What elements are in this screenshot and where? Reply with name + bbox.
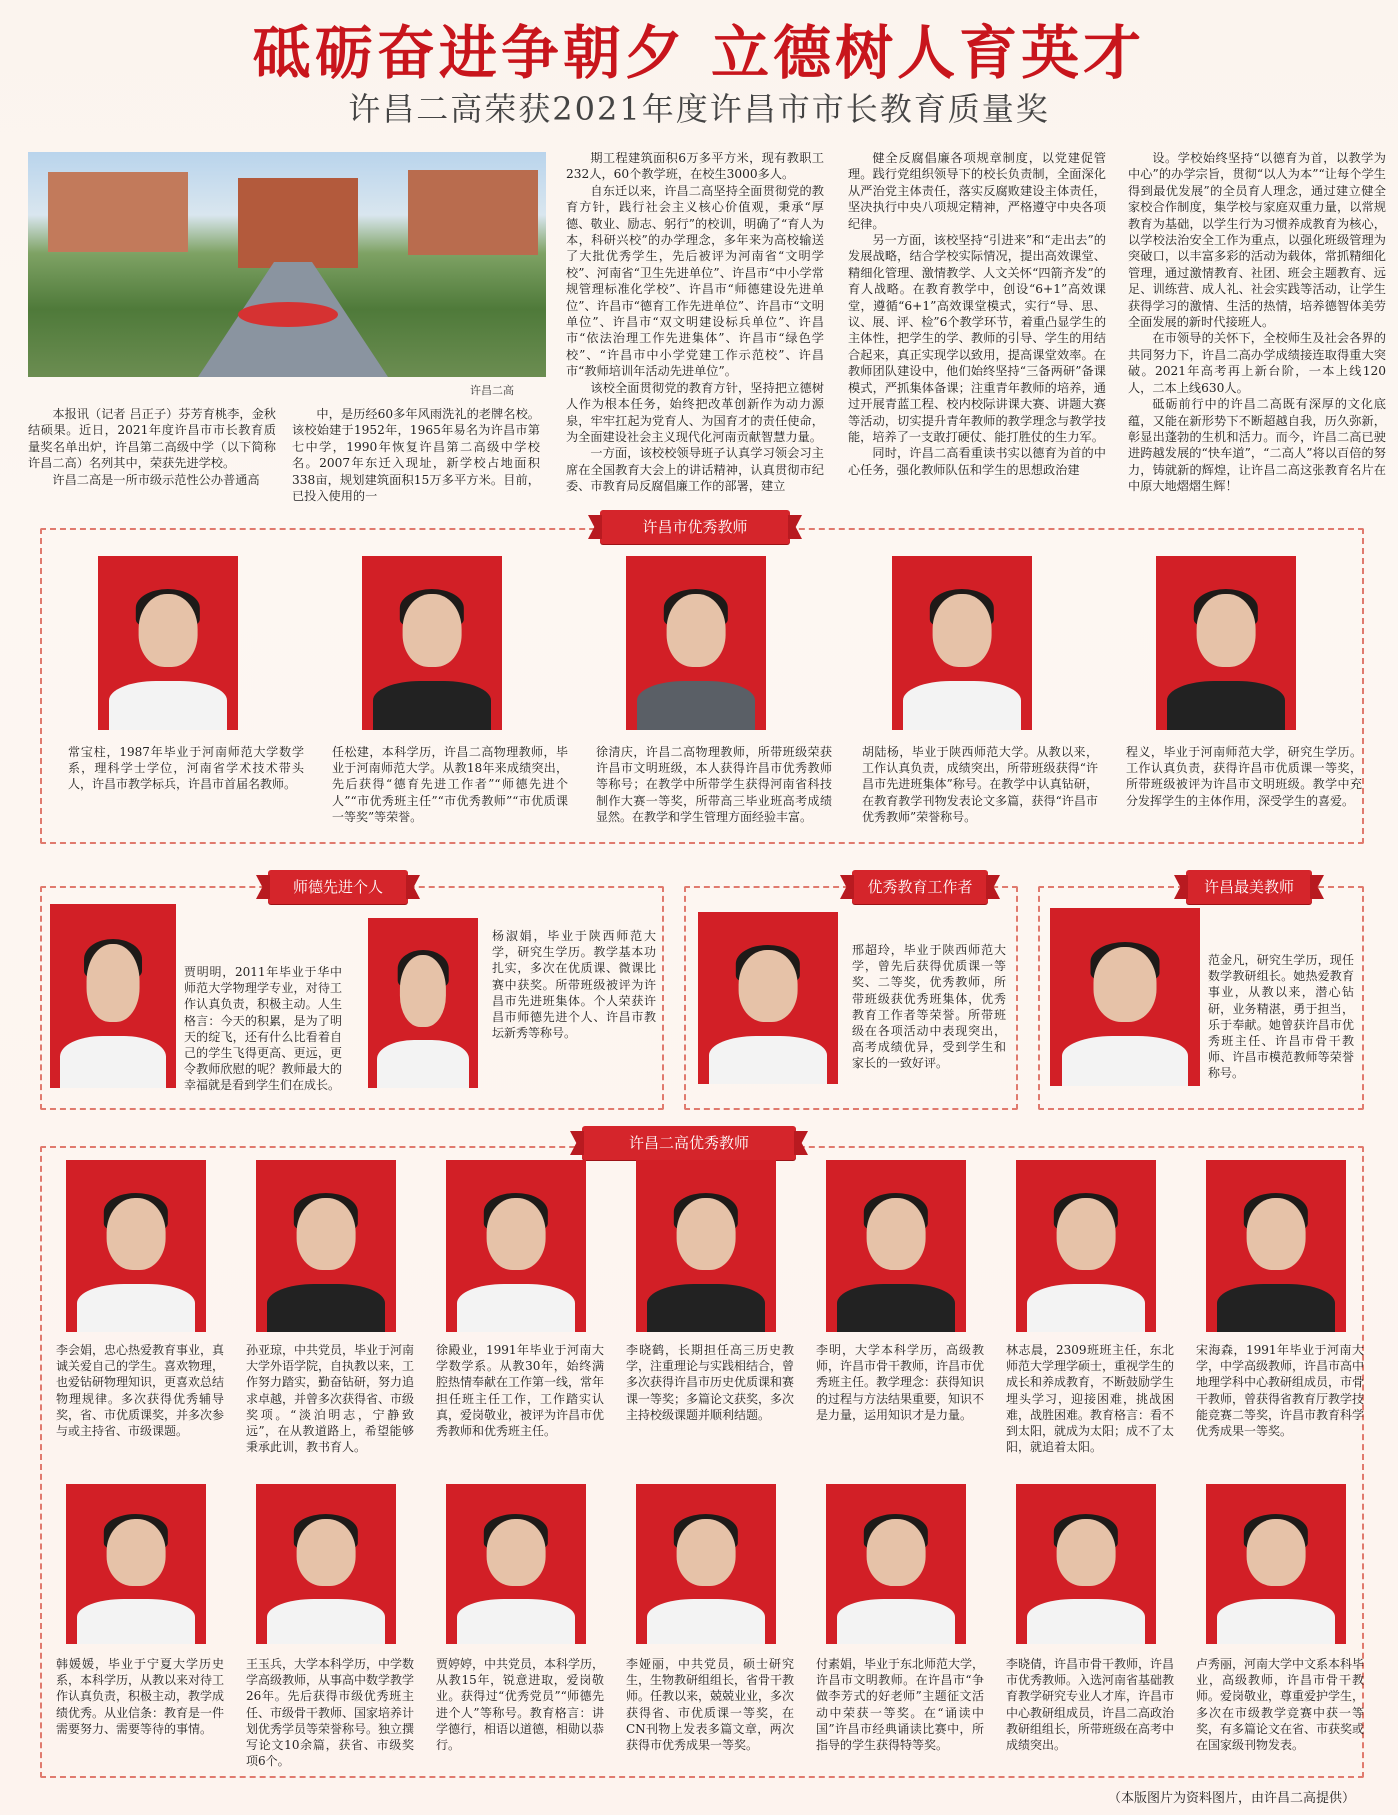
teacher-portrait <box>1156 556 1296 730</box>
teacher-bio: 李晓倩，许昌市骨干教师，许昌市优秀教师。入选河南省基础教育教学研究专业人才库，许昌市中心教研组成员，许昌二高政治教研组组长，所带班级在高考中成绩突出。 <box>1006 1657 1175 1753</box>
teacher-bio: 李明，大学本科学历，高级教师，许昌市骨干教师，许昌市优秀班主任。教学理念：获得知识的过程与方法结果重要，知识不是力量，运用知识才是力量。 <box>816 1343 985 1422</box>
teacher-bio: 徐清庆，许昌二高物理教师，所带班级荣获许昌市文明班级，本人获得许昌市优秀教师等称号；在教学中所带学生获得河南省科技制作大赛一等奖，所带高三毕业班高考成绩显然。在教学和学生管理方面经验丰富。 <box>596 745 832 824</box>
teacher-portrait <box>1050 908 1200 1086</box>
photo-credit: （本版图片为资料图片，由许昌二高提供） <box>1108 1791 1356 1806</box>
article-col-4: 健全反腐倡廉各项规章制度，以党建促管理。践行党组织领导下的校长负责制，全面深化从严治党主体责任，落实反腐败建设主体责任，坚决执行中央八项规定精神，严格遵守中央各项纪律。 另一方面，该校坚持“引进来”和“走出去”的发展战略，结合学校实际情况，提出高效课堂、精细化管理、激情教学、人文关怀“四箭齐发”的育人战略。在教育教学中，创设“6+1”高效课堂，遵循“6+1”高效课堂模式，实行“导、思、议、展、评、检”6个教学环节，着重凸显学生的主体性，把学生的学、教师的引导、学生的用结合起来，真正实现学以致用，提高课堂效率。在教师团队建设中，他们始终坚持“三备两研”备课模式，严抓集体备课；注重青年教师的培养，通过开展青蓝工程、校内校际讲课大赛、讲题大赛等活动，切实提升青年教师的教学理念与教学技能，培养了一支敢打硬仗、能打胜仗的生力军。 同时，许昌二高看重读书实以德育为首的中心任务，强化教师队伍和学生的思想政治建 <box>848 151 1106 477</box>
teacher-bio: 付素娟，毕业于东北师范大学，许昌市文明教师。在许昌市“争做李芳式的好老师”主题征文活动中荣获一等奖。在“诵读中国”许昌市经典诵读比赛中，所指导的学生获得特等奖。 <box>816 1657 985 1753</box>
teacher-bio: 李晓鹤，长期担任高三历史教学，注重理论与实践相结合，曾多次获得许昌市历史优质课和赛课一等奖；多篇论文获奖，多次主持校级课题并顺利结题。 <box>626 1343 795 1422</box>
section-title-school-excellent: 许昌二高优秀教师 <box>582 1126 796 1160</box>
teacher-bio: 程义，毕业于河南师范大学，研究生学历。工作认真负责，获得许昌市优质课一等奖，所带班级被评为许昌市文明班级。教学中充分发挥学生的主体作用，深受学生的喜爱。 <box>1126 745 1362 808</box>
teacher-bio: 胡陆杨，毕业于陕西师范大学。从教以来，工作认真负责，成绩突出，所带班级获得“许昌市先进班集体”称号。在教学中认真钻研，在教育教学刊物发表论文多篇，获得“许昌市优秀教师”荣誉称号。 <box>862 745 1098 824</box>
photo-caption: 许昌二高 <box>470 384 514 397</box>
section-title-excellent-worker: 优秀教育工作者 <box>852 870 988 904</box>
teacher-portrait <box>698 912 838 1084</box>
teacher-bio: 卢秀丽，河南大学中文系本科毕业，高级教师，许昌市骨干教师。爱岗敬业，尊重爱护学生，多次在市级教学竞赛中获一等奖，有多篇论文在省、市获奖或在国家级刊物发表。 <box>1196 1657 1365 1753</box>
teacher-portrait <box>66 1160 206 1332</box>
teacher-portrait <box>446 1160 586 1332</box>
teacher-bio: 徐殿业，1991年毕业于河南大学数学系。从教30年，始终满腔热情奉献在工作第一线，常年担任班主任工作，工作踏实认真，爱岗敬业，被评为许昌市优秀教师和优秀班主任。 <box>436 1343 605 1439</box>
article-col-2: 中，是历经60多年风雨洗礼的老牌名校。该校始建于1952年，1965年易名为许昌市第七中学，1990年恢复许昌第二高级中学校名。2007年东迁入现址，新学校占地面积338亩，规划建筑面积15万多平方米。目前，已投入使用的一 <box>292 407 540 504</box>
teacher-portrait <box>636 1160 776 1332</box>
section-title-city-excellent: 许昌市优秀教师 <box>600 510 790 544</box>
headline: 砥砺奋进争朝夕 立德树人育英才 <box>252 19 1146 87</box>
teacher-portrait <box>1016 1484 1156 1644</box>
teacher-portrait <box>446 1484 586 1644</box>
teacher-bio: 宋海森，1991年毕业于河南大学，中学高级教师，许昌市高中地理学科中心教研组成员，市骨干教师，曾获得省教育厅教学技能竞赛二等奖，许昌市教育科学优秀成果一等奖。 <box>1196 1343 1365 1439</box>
teacher-bio: 杨淑娟，毕业于陕西师范大学，研究生学历。教学基本功扎实，多次在优质课、微课比赛中获奖。所带班级被评为许昌市先进班集体。个人荣获许昌市师德先进个人、许昌市教坛新秀等称号。 <box>492 929 656 1041</box>
school-photo <box>28 152 546 377</box>
teacher-bio: 王玉兵，大学本科学历，中学数学高级教师，从事高中数学教学26年。先后获得市级优秀班主任、市级骨干教师、国家培养计划优秀学员等荣誉称号。独立撰写论文10余篇，获省、市级奖项6个。 <box>246 1657 415 1769</box>
teacher-portrait <box>256 1160 396 1332</box>
teacher-portrait <box>368 918 478 1088</box>
teacher-bio: 李会娟，忠心热爱教育事业，真诚关爱自己的学生。喜欢物理，也爱钻研物理知识，更喜欢总结物理规律。多次获得优秀辅导奖，省、市优质课奖，并多次参与或主持省、市级课题。 <box>56 1343 225 1439</box>
teacher-bio: 任松建，本科学历，许昌二高物理教师，毕业于河南师范大学。从教18年来成绩突出，先后获得“德育先进工作者”“师德先进个人”“市优秀班主任”“市优秀教师”“市优质课一等奖”等荣誉。 <box>332 745 568 824</box>
teacher-portrait <box>636 1484 776 1644</box>
subheadline: 许昌二高荣获2021年度许昌市市长教育质量奖 <box>348 90 1050 128</box>
teacher-bio: 邢超玲，毕业于陕西师范大学，曾先后获得优质课一等奖、二等奖，优秀教师，所带班级获优秀班集体，优秀教育工作者等荣誉。所带班级在各项活动中表现突出，高考成绩优异，受到学生和家长的一致好评。 <box>852 943 1006 1071</box>
teacher-portrait <box>98 556 238 730</box>
article-col-3: 期工程建筑面积6万多平方米，现有教职工232人，60个教学班，在校生3000多人。 自东迁以来，许昌二高坚持全面贯彻党的教育方针，践行社会主义核心价值观，秉承“厚德、敬业、励志、躬行”的校训，明确了“育人为本，科研兴校”的办学理念，多年来为高校输送了大批优秀学生，先后被评为河南省“文明学校”、河南省“卫生先进单位”、许昌市“中小学常规管理标准化学校”、许昌市“师德建设先进单位”、许昌市“德育工作先进单位”、许昌市“文明单位”、许昌市“双文明建设标兵单位”、许昌市“依法治理工作先进集体”、许昌市“绿色学校”、“许昌市中小学党建工作示范校”、许昌市“教师培训年活动先进单位”。 该校全面贯彻党的教育方针，坚持把立德树人作为根本任务，始终把改革创新作为动力源泉，牢牢扛起为党育人、为国育才的责任使命，为全面建设社会主义现代化河南贡献智慧力量。 一方面，该校校领导班子认真学习领会习主席在全国教育大会上的讲话精神，认真贯彻市纪委、市教育局反腐倡廉工作的部署，建立 <box>566 151 824 494</box>
teacher-bio: 孙亚琼，中共党员，毕业于河南大学外语学院，自执教以来，工作努力踏实，勤奋钻研，努力追求卓越，并曾多次获得省、市级奖项。“淡泊明志，宁静致远”，在从教道路上，希望能够秉承此训，教书育人。 <box>246 1343 415 1455</box>
section-title-most-beautiful: 许昌最美教师 <box>1186 870 1312 904</box>
teacher-portrait <box>66 1484 206 1644</box>
teacher-portrait <box>50 904 176 1088</box>
teacher-portrait <box>256 1484 396 1644</box>
teacher-portrait <box>626 556 766 730</box>
teacher-bio: 贾明明，2011年毕业于华中师范大学物理学专业，对待工作认真负责，积极主动。人生格言：今天的积累，是为了明天的绽飞，还有什么比看着自己的学生飞得更高、更远，更令教师欣慰的呢？教师最大的幸福就是看到学生们在成长。 <box>184 965 342 1093</box>
section-title-ethics: 师德先进个人 <box>268 870 408 904</box>
teacher-bio: 林志晨，2309班班主任，东北师范大学理学硕士，重视学生的成长和养成教育，不断鼓励学生埋头学习，迎接困难，挑战困难，战胜困难。教育格言：看不到太阳，就成为太阳；成不了太阳，就追着太阳。 <box>1006 1343 1175 1455</box>
teacher-bio: 常宝柱，1987年毕业于河南师范大学数学系，理科学士学位，河南省学术技术带头人，许昌市教学标兵，许昌市首届名教师。 <box>68 745 304 792</box>
teacher-portrait <box>362 556 502 730</box>
teacher-portrait <box>892 556 1032 730</box>
teacher-bio: 韩媛媛，毕业于宁夏大学历史系，本科学历，从教以来对待工作认真负责，积极主动，教学成绩优秀。从业信条：教育是一件需要努力、需要等待的事情。 <box>56 1657 225 1736</box>
teacher-portrait <box>826 1484 966 1644</box>
teacher-portrait <box>1206 1484 1346 1644</box>
teacher-bio: 范金凡，研究生学历，现任数学教研组长。她热爱教育事业，从教以来，潜心钻研，业务精湛，勇于担当，乐于奉献。她曾获许昌市优秀班主任、许昌市骨干教师、许昌市模范教师等荣誉称号。 <box>1208 953 1354 1081</box>
teacher-portrait <box>826 1160 966 1332</box>
teacher-bio: 贾婷婷，中共党员，本科学历，从教15年，锐意进取，爱岗敬业。获得过“优秀党员”“师德先进个人”等称号。教育格言：讲学德行，相语以道德，相勋以恭行。 <box>436 1657 605 1753</box>
teacher-portrait <box>1016 1160 1156 1332</box>
article-col-5: 设。学校始终坚持“以德育为首，以教学为中心”的办学宗旨，贯彻“以人为本”“让每个学生得到最优发展”的全员育人理念，通过建立健全家校合作制度，集学校与家庭双重力量，以常规教育为基础，以学生行为习惯养成教育为核心，以学校法治安全工作为重点，以强化班级管理为突破口，以丰富多彩的活动为载体，常抓精细化管理，通过激情教育、社团、班会主题教育、远足、训练营、成人礼、社会实践等活动，让学生获得学习的激情、生活的热情，培养德智体美劳全面发展的新时代接班人。 在市领导的关怀下，全校师生及社会各界的共同努力下，许昌二高办学成绩接连取得重大突破。2021年高考再上新台阶，一本上线120人，二本上线630人。 砥砺前行中的许昌二高既有深厚的文化底蕴，又能在新形势下不断超越自我，历久弥新，彰显出蓬勃的生机和活力。而今，许昌二高已驶进跨越发展的“快车道”，“二高人”将以百倍的努力，铸就新的辉煌，让许昌二高这张教育名片在中原大地熠熠生辉！ <box>1128 151 1386 494</box>
teacher-portrait <box>1206 1160 1346 1332</box>
teacher-bio: 李娅丽，中共党员，硕士研究生，生物教研组组长，省骨干教师。任教以来，兢兢业业，多次获得省、市优质课一等奖，在CN刊物上发表多篇文章，两次获得市优秀成果一等奖。 <box>626 1657 795 1753</box>
article-col-1: 本报讯（记者 吕正子）芬芳育桃李，金秋结硕果。近日，2021年度许昌市市长教育质量奖名单出炉，许昌第二高级中学（以下简称许昌二高）名列其中，荣获先进学校。 许昌二高是一所市级示范性公办普通高 <box>28 407 276 487</box>
